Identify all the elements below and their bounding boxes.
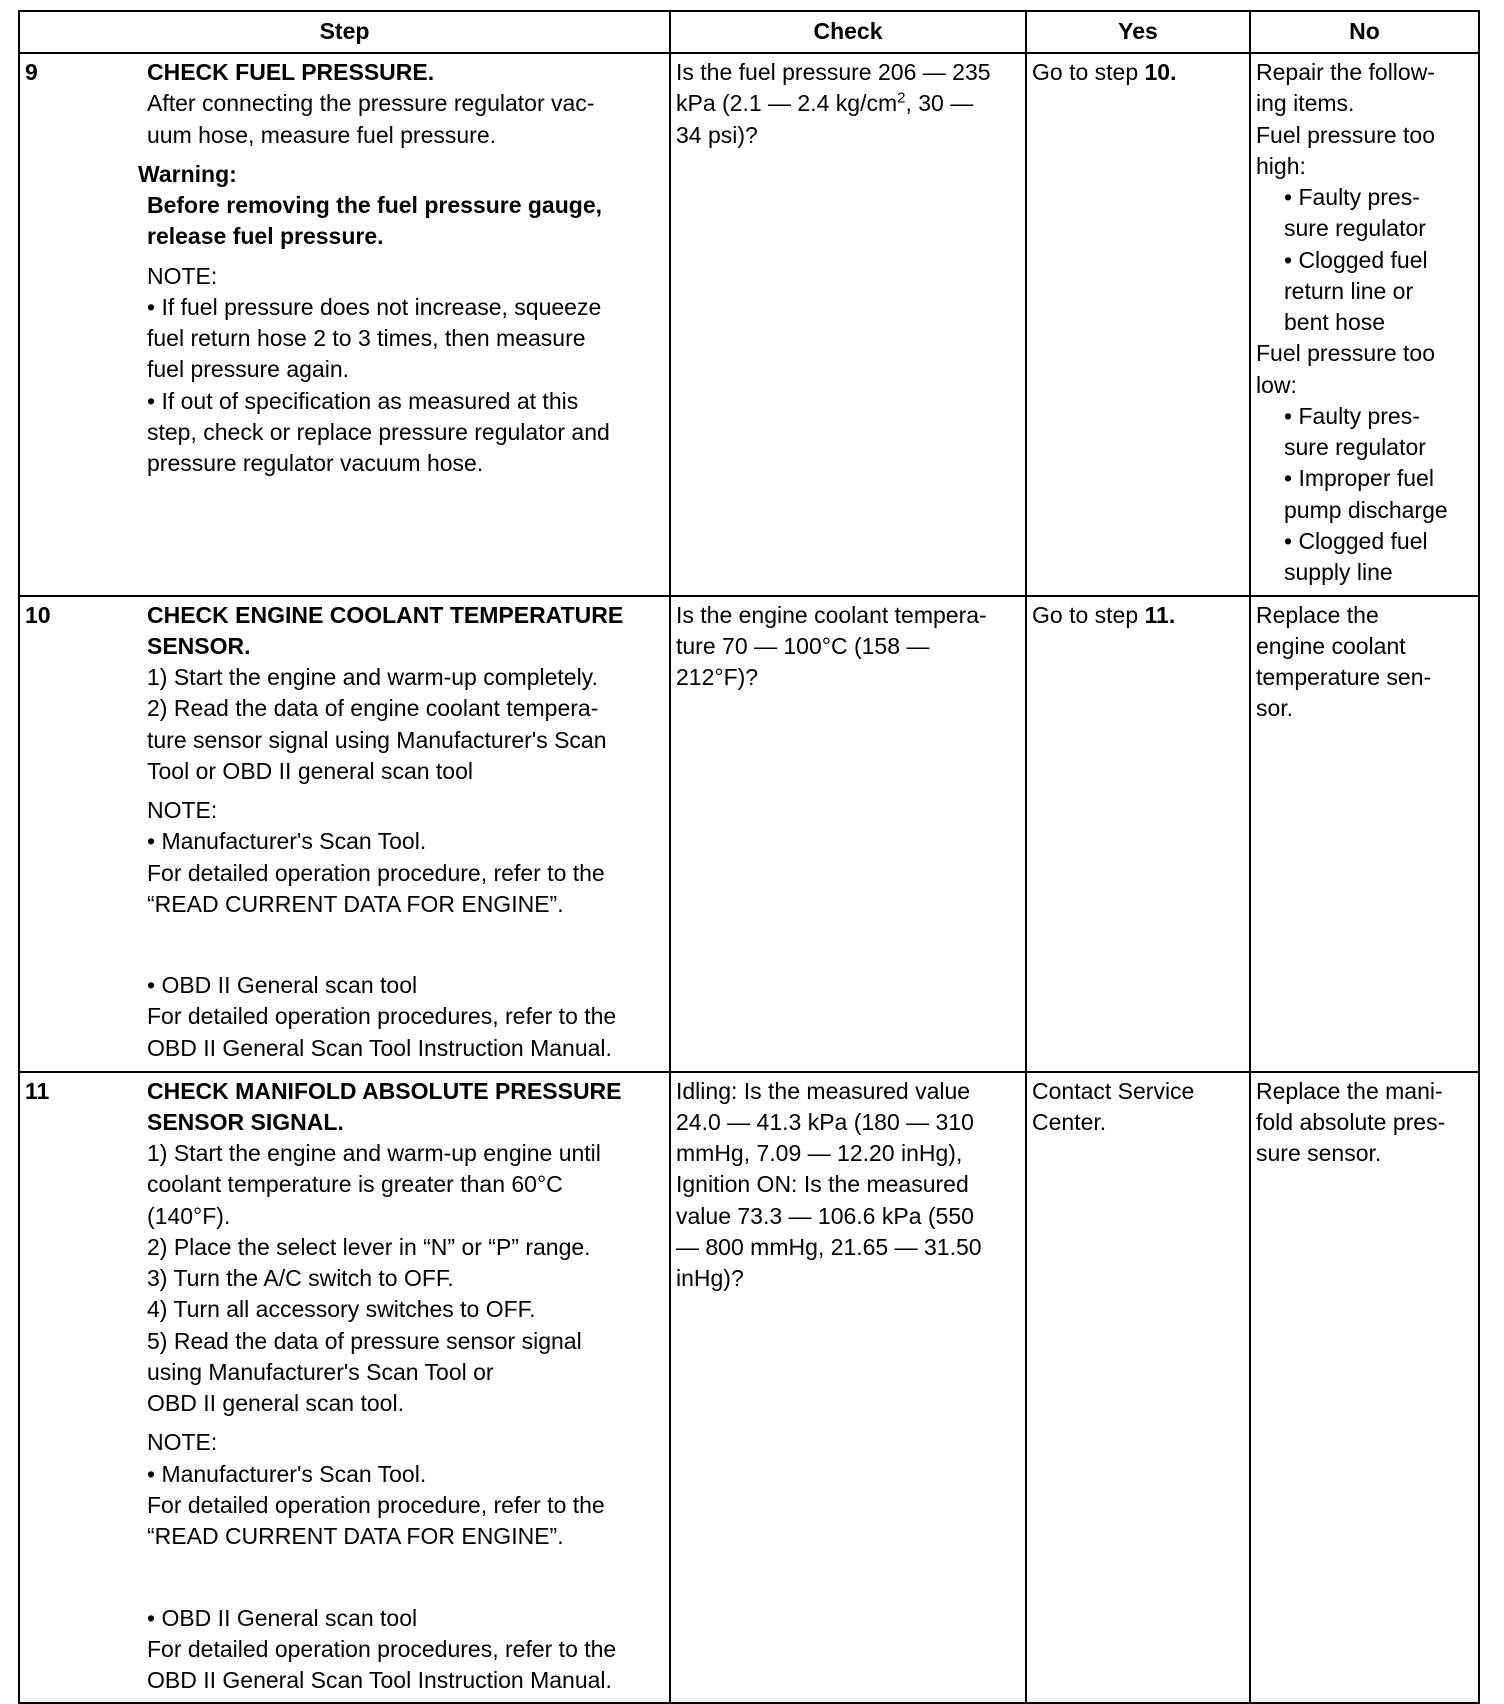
step-cell xyxy=(19,596,670,1072)
step-number: 10 xyxy=(25,601,51,628)
note-text: • If fuel pressure does not increase, squeeze xyxy=(147,293,602,320)
note-text: “READ CURRENT DATA FOR ENGINE”. xyxy=(147,1523,564,1550)
step-cell xyxy=(19,53,670,596)
check-text: inHg)? xyxy=(676,1265,744,1292)
no-text: sure regulator xyxy=(1284,434,1426,461)
no-text: ing items. xyxy=(1256,90,1355,117)
no-text: • Faulty pres- xyxy=(1284,402,1420,429)
check-cell xyxy=(670,1072,1026,1704)
step-text: 4) Turn all accessory switches to OFF. xyxy=(147,1296,536,1323)
note-label: NOTE: xyxy=(147,1429,218,1456)
note-text: OBD II General Scan Tool Instruction Manual. xyxy=(147,1034,612,1061)
step-text: ture sensor signal using Manufacturer's Scan xyxy=(147,726,607,753)
check-text: Ignition ON: Is the measured xyxy=(676,1171,969,1198)
check-text: 24.0 — 41.3 kPa (180 — 310 xyxy=(676,1108,974,1135)
step-text: uum hose, measure fuel pressure. xyxy=(147,121,497,148)
no-text: Fuel pressure too xyxy=(1256,121,1435,148)
no-text: • Clogged fuel xyxy=(1284,527,1428,554)
header-yes: Yes xyxy=(1026,11,1250,53)
note-text: For detailed operation procedures, refer to the xyxy=(147,1003,617,1030)
note-text: For detailed operation procedure, refer to the xyxy=(147,1491,605,1518)
yes-cell xyxy=(1026,1072,1250,1704)
note-text: • OBD II General scan tool xyxy=(147,1604,418,1631)
yes-text: Go to step xyxy=(1032,601,1145,628)
note-text: For detailed operation procedures, refer to the xyxy=(147,1635,617,1662)
no-text: sure regulator xyxy=(1284,215,1426,242)
note-text: • Manufacturer's Scan Tool. xyxy=(147,828,427,855)
check-text: ture 70 — 100°C (158 — xyxy=(676,632,930,659)
check-text: kPa (2.1 — 2.4 $kg/cm^2$, 30 — xyxy=(676,89,974,117)
check-text: 34 psi)? xyxy=(676,121,758,148)
no-text: Replace the mani- xyxy=(1256,1077,1443,1104)
no-text: • Improper fuel xyxy=(1284,465,1434,492)
header-check: Check xyxy=(670,11,1026,53)
check-text: value 73.3 — 106.6 kPa (550 xyxy=(676,1202,974,1229)
note-text: • Manufacturer's Scan Tool. xyxy=(147,1460,427,1487)
yes-text: Go to step xyxy=(1032,59,1145,85)
note-text: • If out of specification as measured at this xyxy=(147,387,579,414)
check-cell xyxy=(670,596,1026,1072)
step-text: 1) Start the engine and warm-up completely. xyxy=(147,664,598,691)
check-cell xyxy=(670,53,1026,596)
no-text: supply line xyxy=(1284,559,1393,586)
no-cell xyxy=(1250,596,1479,1072)
note-text: fuel return hose 2 to 3 times, then measure xyxy=(147,325,586,352)
no-text: low: xyxy=(1256,371,1297,398)
table-row xyxy=(19,596,1479,1072)
diagnostic-table xyxy=(18,10,1480,1704)
step-text: Tool or OBD II general scan tool xyxy=(147,757,473,784)
table-row xyxy=(19,53,1479,596)
no-text: Fuel pressure too xyxy=(1256,340,1435,367)
no-text: Replace the xyxy=(1256,601,1379,628)
yes-text: Center. xyxy=(1032,1108,1107,1135)
no-text: sure sensor. xyxy=(1256,1140,1382,1167)
header-no: No xyxy=(1250,11,1479,53)
step-title: CHECK FUEL PRESSURE. xyxy=(147,59,435,85)
note-text: pressure regulator vacuum hose. xyxy=(147,450,484,477)
warning-text: Before removing the fuel pressure gauge, xyxy=(147,192,603,219)
no-text: temperature sen- xyxy=(1256,664,1432,691)
header-step: Step xyxy=(19,11,670,53)
table-row xyxy=(19,1072,1479,1704)
note-text: For detailed operation procedure, refer to the xyxy=(147,859,605,886)
step-text: OBD II general scan tool. xyxy=(147,1390,404,1417)
step-cell xyxy=(19,1072,670,1704)
note-label: NOTE: xyxy=(147,797,218,824)
step-link: 10. xyxy=(1144,59,1177,85)
no-cell xyxy=(1250,53,1479,596)
check-text: Is the fuel pressure 206 — 235 xyxy=(676,59,991,85)
no-text: return line or xyxy=(1284,277,1414,304)
step-number: 9 xyxy=(25,59,38,85)
no-text: pump discharge xyxy=(1284,496,1448,523)
no-text: fold absolute pres- xyxy=(1256,1108,1446,1135)
step-text: After connecting the pressure regulator vac- xyxy=(147,90,595,117)
step-text: coolant temperature is greater than 60°C xyxy=(147,1171,563,1198)
yes-cell xyxy=(1026,596,1250,1072)
step-number: 11 xyxy=(25,1077,50,1104)
note-text: • OBD II General scan tool xyxy=(147,972,418,999)
step-title: SENSOR SIGNAL. xyxy=(147,1108,344,1135)
check-text: 212°F)? xyxy=(676,664,759,691)
note-text: step, check or replace pressure regulator and xyxy=(147,418,610,445)
no-cell xyxy=(1250,1072,1479,1704)
step-text: 1) Start the engine and warm-up engine until xyxy=(147,1140,601,1167)
check-text: Idling: Is the measured value xyxy=(676,1077,971,1104)
step-link: 11. xyxy=(1144,601,1176,628)
note-text: OBD II General Scan Tool Instruction Manual. xyxy=(147,1667,612,1694)
yes-cell xyxy=(1026,53,1250,596)
note-label: NOTE: xyxy=(147,262,218,289)
note-text: “READ CURRENT DATA FOR ENGINE”. xyxy=(147,890,564,917)
no-text: Repair the follow- xyxy=(1256,59,1435,85)
note-text: fuel pressure again. xyxy=(147,356,350,383)
warning-label: Warning: xyxy=(138,160,237,187)
no-text: sor. xyxy=(1256,695,1294,722)
no-text: bent hose xyxy=(1284,309,1386,336)
header-row xyxy=(19,11,1479,53)
step-text: using Manufacturer's Scan Tool or xyxy=(147,1358,494,1385)
step-text: (140°F). xyxy=(147,1202,231,1229)
step-text: 2) Place the select lever in “N” or “P” range. xyxy=(147,1233,591,1260)
step-text: 3) Turn the A/C switch to OFF. xyxy=(147,1265,454,1292)
step-title: SENSOR. xyxy=(147,632,251,659)
check-text: — 800 mmHg, 21.65 — 31.50 xyxy=(676,1233,982,1260)
no-text: high: xyxy=(1256,152,1306,179)
step-text: 5) Read the data of pressure sensor signal xyxy=(147,1327,582,1354)
step-title: CHECK MANIFOLD ABSOLUTE PRESSURE xyxy=(147,1077,622,1104)
check-text: Is the engine coolant tempera- xyxy=(676,601,987,628)
step-title: CHECK ENGINE COOLANT TEMPERATURE xyxy=(147,601,624,628)
check-text: mmHg, 7.09 — 12.20 inHg), xyxy=(676,1140,963,1167)
no-text: engine coolant xyxy=(1256,632,1406,659)
warning-text: release fuel pressure. xyxy=(147,223,384,250)
no-text: • Clogged fuel xyxy=(1284,246,1428,273)
yes-text: Contact Service xyxy=(1032,1077,1195,1104)
step-text: 2) Read the data of engine coolant tempera- xyxy=(147,695,599,722)
no-text: • Faulty pres- xyxy=(1284,184,1420,211)
